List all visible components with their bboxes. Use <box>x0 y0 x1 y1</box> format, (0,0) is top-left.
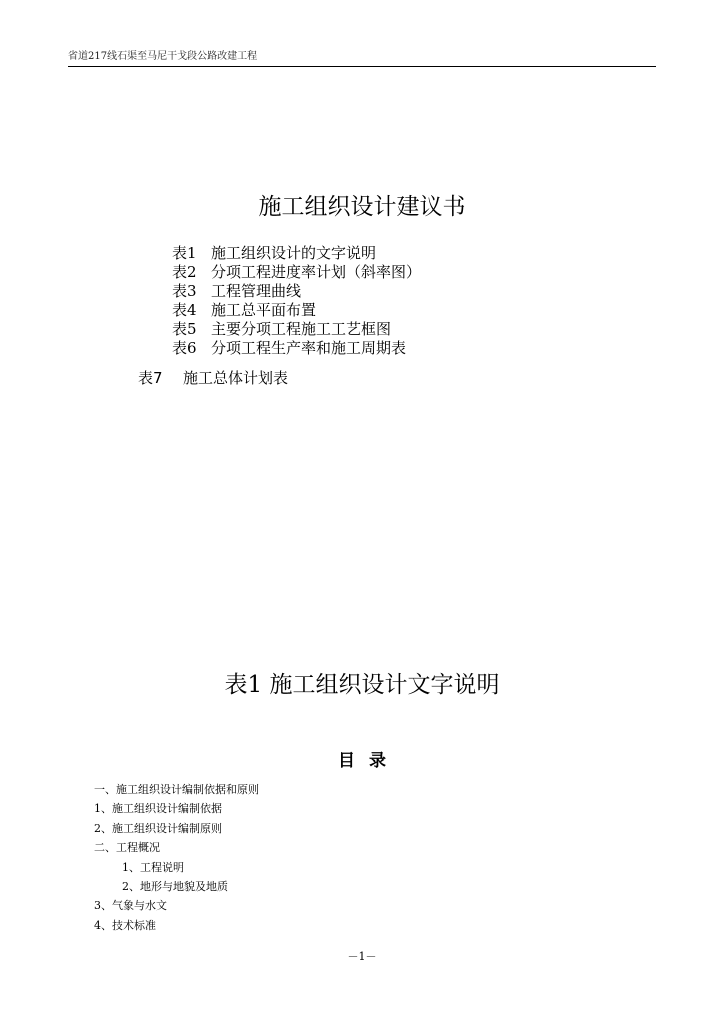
table-of-contents <box>94 780 259 935</box>
table-7-entry <box>138 368 288 388</box>
toc-item: 2、施工组织设计编制原则 <box>94 821 222 835</box>
table-number: 表6 <box>172 339 197 357</box>
table-list-item <box>172 301 421 320</box>
page-header: 省道217线石渠至马尼干戈段公路改建工程 <box>68 50 656 67</box>
table-list-item <box>172 320 421 339</box>
table-list-item <box>172 339 421 358</box>
table-number: 表1 <box>172 244 197 262</box>
table-label: 施工组织设计的文字说明 <box>211 244 377 262</box>
table-number: 表3 <box>172 282 197 300</box>
toc-item: 一、施工组织设计编制依据和原则 <box>94 783 259 796</box>
table-number: 表4 <box>172 301 197 319</box>
table-label: 主要分项工程施工工艺框图 <box>211 320 392 338</box>
toc-item: 二、工程概况 <box>94 841 160 855</box>
section-title: 表1 施工组织设计文字说明 <box>224 672 500 698</box>
toc-item: 4、技术标准 <box>94 918 156 932</box>
table-label: 分项工程生产率和施工周期表 <box>211 339 407 357</box>
table-label: 分项工程进度率计划（斜率图） <box>211 263 422 281</box>
table-list-item <box>172 282 421 301</box>
table-label: 施工总体计划表 <box>183 369 289 387</box>
toc-item: 3、气象与水文 <box>94 899 167 913</box>
document-title: 施工组织设计建议书 <box>258 194 466 220</box>
table-label: 工程管理曲线 <box>211 282 302 300</box>
toc-heading: 目录 <box>338 751 400 771</box>
table-number: 表2 <box>172 263 197 281</box>
table-list-item <box>172 244 421 263</box>
table-list <box>172 244 421 358</box>
toc-item: 1、施工组织设计编制依据 <box>94 802 222 816</box>
table-number: 表7 <box>138 369 163 387</box>
table-number: 表5 <box>172 320 197 338</box>
toc-item: 1、工程说明 <box>122 860 184 874</box>
toc-item: 2、地形与地貌及地质 <box>122 880 228 894</box>
table-label: 施工总平面布置 <box>211 301 317 319</box>
table-list-item <box>172 263 421 282</box>
page-number: －1－ <box>347 950 377 963</box>
